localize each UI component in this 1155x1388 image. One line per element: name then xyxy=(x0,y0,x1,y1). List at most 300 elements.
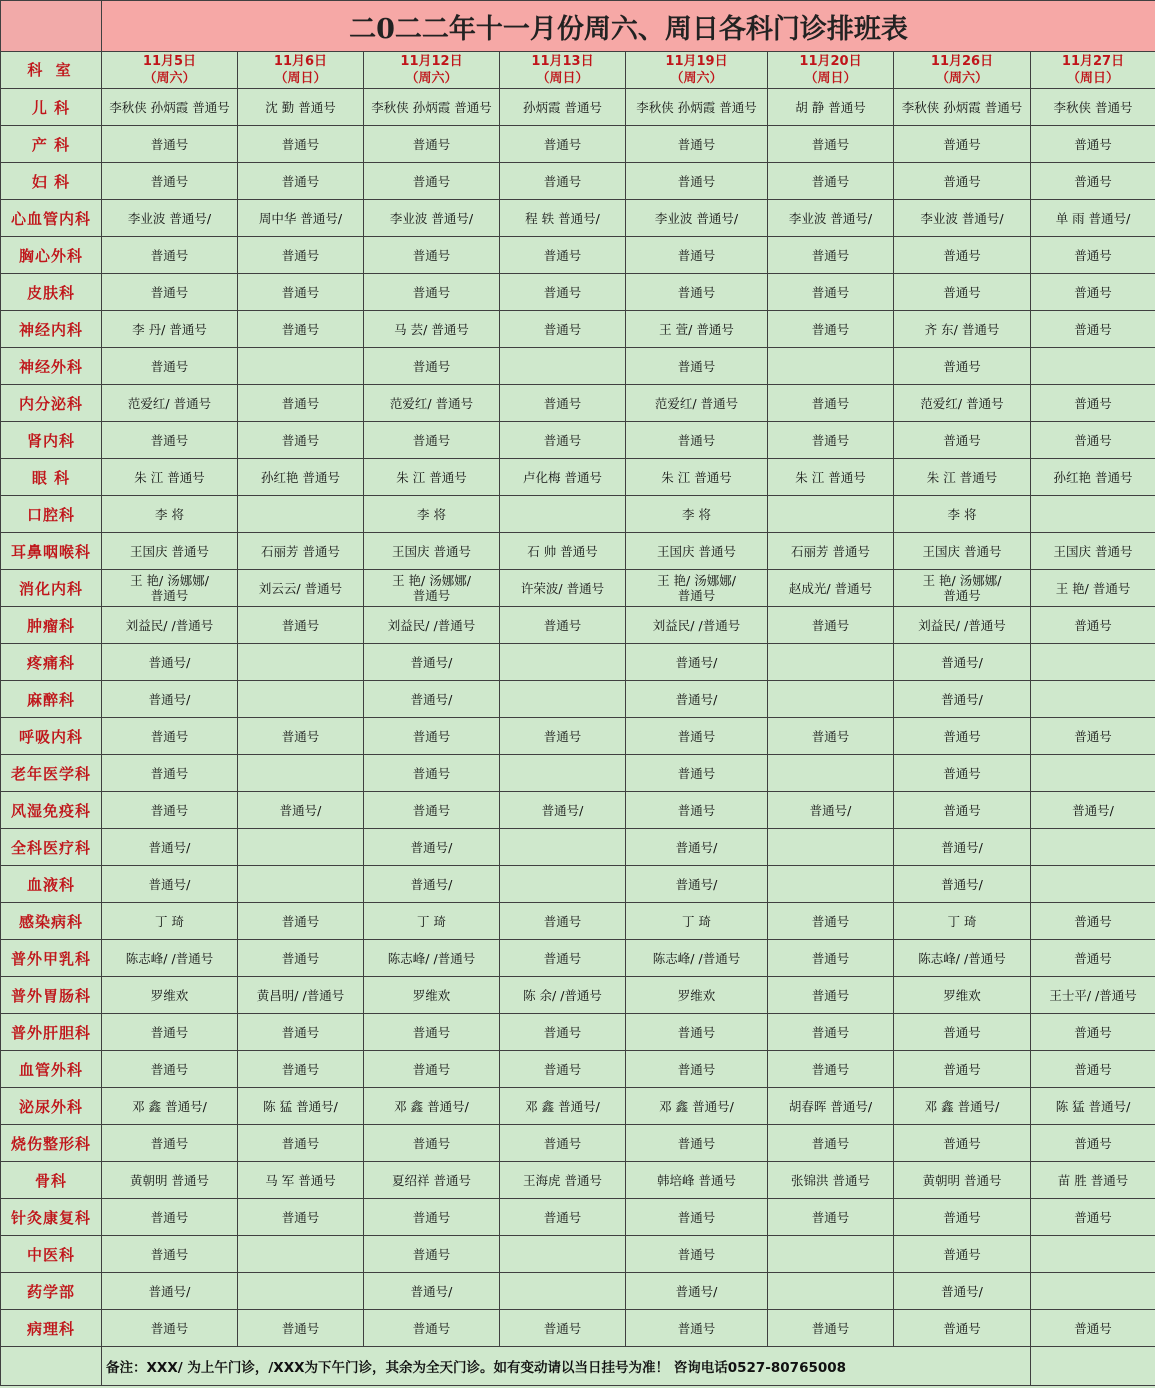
schedule-cell: 孙红艳 普通号 xyxy=(238,459,364,496)
schedule-cell: 普通号 xyxy=(626,1051,768,1088)
schedule-cell: 普通号 xyxy=(500,903,626,940)
schedule-cell xyxy=(768,348,894,385)
schedule-cell: 普通号/ xyxy=(102,644,238,681)
table-row xyxy=(1,866,1155,903)
schedule-cell: 李秋侠 孙炳霞 普通号 xyxy=(364,89,500,126)
schedule-cell: 刘益民/ /普通号 xyxy=(894,607,1031,644)
schedule-cell: 罗维欢 xyxy=(626,977,768,1014)
department-name: 儿 科 xyxy=(1,89,102,126)
schedule-cell: 李业波 普通号/ xyxy=(768,200,894,237)
schedule-cell: 普通号 xyxy=(1031,311,1155,348)
schedule-cell: 普通号 xyxy=(1031,1014,1155,1051)
table-row xyxy=(1,459,1155,496)
schedule-cell xyxy=(238,829,364,866)
department-name: 病理科 xyxy=(1,1310,102,1347)
weekday-label: （周六） xyxy=(143,71,196,86)
table-row xyxy=(1,1273,1155,1310)
schedule-cell: 普通号/ xyxy=(238,792,364,829)
schedule-cell xyxy=(1031,1273,1155,1310)
table-row xyxy=(1,163,1155,200)
schedule-cell: 普通号 xyxy=(626,1310,768,1347)
schedule-cell: 李秋侠 普通号 xyxy=(1031,89,1155,126)
weekday-label: （周日） xyxy=(274,71,327,86)
schedule-cell: 普通号 xyxy=(768,607,894,644)
schedule-cell: 普通号 xyxy=(1031,385,1155,422)
schedule-cell: 普通号 xyxy=(102,792,238,829)
schedule-cell: 石丽芳 普通号 xyxy=(768,533,894,570)
schedule-cell: 王国庆 普通号 xyxy=(626,533,768,570)
schedule-cell: 普通号/ xyxy=(626,829,768,866)
schedule-cell: 陈 猛 普通号/ xyxy=(1031,1088,1155,1125)
schedule-cell: 普通号 xyxy=(500,311,626,348)
schedule-cell: 许荣波/ 普通号 xyxy=(500,570,626,607)
schedule-cell: 普通号 xyxy=(626,163,768,200)
schedule-cell: 邓 鑫 普通号/ xyxy=(102,1088,238,1125)
schedule-cell: 黄昌明/ /普通号 xyxy=(238,977,364,1014)
note-trail-cell xyxy=(1031,1347,1155,1386)
schedule-cell xyxy=(1031,1236,1155,1273)
schedule-cell: 普通号 xyxy=(102,274,238,311)
department-name: 烧伤整形科 xyxy=(1,1125,102,1162)
date-label: 11月13日 xyxy=(531,54,594,69)
schedule-cell: 普通号 xyxy=(894,126,1031,163)
date-header xyxy=(102,52,238,89)
schedule-cell: 李 将 xyxy=(364,496,500,533)
schedule-cell: 普通号 xyxy=(102,718,238,755)
schedule-cell: 普通号 xyxy=(626,274,768,311)
schedule-cell xyxy=(626,570,768,607)
schedule-cell: 普通号/ xyxy=(626,681,768,718)
schedule-cell: 普通号 xyxy=(364,422,500,459)
schedule-cell: 普通号/ xyxy=(364,644,500,681)
schedule-cell: 普通号 xyxy=(768,385,894,422)
schedule-cell: 王国庆 普通号 xyxy=(1031,533,1155,570)
table-row xyxy=(1,1236,1155,1273)
table-row xyxy=(1,274,1155,311)
schedule-cell: 韩培峰 普通号 xyxy=(626,1162,768,1199)
schedule-cell: 周中华 普通号/ xyxy=(238,200,364,237)
schedule-cell: 普通号 xyxy=(102,1014,238,1051)
schedule-cell: 普通号 xyxy=(768,126,894,163)
schedule-cell xyxy=(768,866,894,903)
schedule-cell xyxy=(500,681,626,718)
department-name: 普外甲乳科 xyxy=(1,940,102,977)
schedule-cell: 马 芸/ 普通号 xyxy=(364,311,500,348)
schedule-cell: 普通号 xyxy=(102,163,238,200)
schedule-cell xyxy=(894,570,1031,607)
schedule-cell: 孙炳霞 普通号 xyxy=(500,89,626,126)
schedule-cell: 普通号 xyxy=(102,1199,238,1236)
schedule-cell: 普通号 xyxy=(238,311,364,348)
schedule-cell xyxy=(768,1273,894,1310)
table-row xyxy=(1,422,1155,459)
schedule-cell: 普通号 xyxy=(102,348,238,385)
table-row xyxy=(1,1310,1155,1347)
schedule-cell: 普通号 xyxy=(364,1014,500,1051)
schedule-cell: 普通号 xyxy=(238,1310,364,1347)
department-name: 肿瘤科 xyxy=(1,607,102,644)
weekday-label: （周六） xyxy=(670,71,723,86)
schedule-cell: 普通号 xyxy=(238,607,364,644)
schedule-cell: 王国庆 普通号 xyxy=(102,533,238,570)
schedule-cell: 沈 勤 普通号 xyxy=(238,89,364,126)
schedule-cell: 王国庆 普通号 xyxy=(364,533,500,570)
schedule-cell: 程 轶 普通号/ xyxy=(500,200,626,237)
table-row xyxy=(1,644,1155,681)
schedule-cell: 李秋侠 孙炳霞 普通号 xyxy=(894,89,1031,126)
page-title: 二0二二年十一月份周六、周日各科门诊排班表 xyxy=(102,1,1155,52)
schedule-cell: 普通号 xyxy=(626,126,768,163)
schedule-cell: 普通号 xyxy=(894,1125,1031,1162)
schedule-cell: 普通号/ xyxy=(894,681,1031,718)
date-header xyxy=(626,52,768,89)
schedule-cell: 苗 胜 普通号 xyxy=(1031,1162,1155,1199)
schedule-cell: 普通号 xyxy=(238,422,364,459)
schedule-cell: 普通号 xyxy=(238,163,364,200)
schedule-cell xyxy=(500,755,626,792)
schedule-cell: 普通号 xyxy=(768,1051,894,1088)
schedule-cell: 普通号 xyxy=(364,1310,500,1347)
table-row xyxy=(1,89,1155,126)
schedule-cell: 普通号 xyxy=(500,1310,626,1347)
schedule-cell: 普通号 xyxy=(500,940,626,977)
schedule-cell xyxy=(768,755,894,792)
schedule-cell: 朱 江 普通号 xyxy=(102,459,238,496)
table-row xyxy=(1,607,1155,644)
schedule-cell: 普通号 xyxy=(500,718,626,755)
schedule-cell: 普通号 xyxy=(364,755,500,792)
schedule-cell: 普通号 xyxy=(894,1051,1031,1088)
schedule-cell xyxy=(500,644,626,681)
date-header xyxy=(1031,52,1155,89)
schedule-cell: 普通号 xyxy=(364,1051,500,1088)
schedule-cell-line: 王 艳/ 汤娜娜/ xyxy=(657,573,736,588)
table-row xyxy=(1,1125,1155,1162)
date-header xyxy=(500,52,626,89)
schedule-cell: 普通号 xyxy=(894,755,1031,792)
title-lead-cell xyxy=(1,1,102,52)
department-name: 耳鼻咽喉科 xyxy=(1,533,102,570)
schedule-cell: 普通号 xyxy=(626,792,768,829)
schedule-cell: 普通号/ xyxy=(626,866,768,903)
schedule-cell: 普通号 xyxy=(102,422,238,459)
schedule-cell xyxy=(238,496,364,533)
department-name: 眼 科 xyxy=(1,459,102,496)
schedule-cell: 普通号 xyxy=(102,1236,238,1273)
table-row xyxy=(1,237,1155,274)
table-row xyxy=(1,1199,1155,1236)
schedule-cell xyxy=(500,1273,626,1310)
schedule-cell: 普通号 xyxy=(626,348,768,385)
schedule-cell xyxy=(1031,681,1155,718)
schedule-cell: 普通号/ xyxy=(894,644,1031,681)
department-name: 心血管内科 xyxy=(1,200,102,237)
schedule-cell xyxy=(102,570,238,607)
department-name: 口腔科 xyxy=(1,496,102,533)
footnote: 备注：XXX/ 为上午门诊，/XXX为下午门诊，其余为全天门诊。如有变动请以当日挂号为准！ 咨询电话0527-80765008 xyxy=(102,1347,1031,1386)
table-row xyxy=(1,496,1155,533)
schedule-cell: 单 雨 普通号/ xyxy=(1031,200,1155,237)
note-lead-cell xyxy=(1,1347,102,1386)
schedule-cell xyxy=(238,1236,364,1273)
schedule-cell: 普通号 xyxy=(1031,1051,1155,1088)
date-label: 11月12日 xyxy=(400,54,463,69)
table-row xyxy=(1,718,1155,755)
schedule-cell: 邓 鑫 普通号/ xyxy=(364,1088,500,1125)
schedule-cell: 邓 鑫 普通号/ xyxy=(626,1088,768,1125)
schedule-cell: 普通号 xyxy=(894,792,1031,829)
schedule-cell: 普通号 xyxy=(1031,422,1155,459)
schedule-cell: 黄朝明 普通号 xyxy=(894,1162,1031,1199)
schedule-cell: 普通号 xyxy=(500,1125,626,1162)
schedule-cell: 普通号/ xyxy=(768,792,894,829)
department-name: 血液科 xyxy=(1,866,102,903)
schedule-cell: 普通号 xyxy=(364,1236,500,1273)
schedule-cell: 普通号 xyxy=(500,274,626,311)
table-row xyxy=(1,533,1155,570)
department-name: 皮肤科 xyxy=(1,274,102,311)
schedule-cell xyxy=(500,866,626,903)
schedule-cell: 普通号 xyxy=(238,1014,364,1051)
schedule-cell: 普通号/ xyxy=(364,681,500,718)
schedule-cell: 罗维欢 xyxy=(894,977,1031,1014)
schedule-cell: 普通号 xyxy=(768,977,894,1014)
table-row xyxy=(1,311,1155,348)
schedule-cell: 普通号/ xyxy=(1031,792,1155,829)
schedule-cell: 普通号 xyxy=(1031,126,1155,163)
schedule-cell: 普通号/ xyxy=(894,829,1031,866)
schedule-cell-line: 普通号 xyxy=(150,588,189,603)
schedule-cell: 普通号 xyxy=(238,1051,364,1088)
schedule-cell: 普通号 xyxy=(1031,940,1155,977)
weekday-label: （周日） xyxy=(804,71,857,86)
schedule-cell: 普通号 xyxy=(626,422,768,459)
schedule-cell: 齐 东/ 普通号 xyxy=(894,311,1031,348)
schedule-cell: 普通号 xyxy=(626,237,768,274)
department-name: 泌尿外科 xyxy=(1,1088,102,1125)
schedule-cell: 陈 余/ /普通号 xyxy=(500,977,626,1014)
schedule-cell: 丁 琦 xyxy=(364,903,500,940)
schedule-cell: 胡 静 普通号 xyxy=(768,89,894,126)
schedule-cell: 罗维欢 xyxy=(102,977,238,1014)
schedule-cell: 范爱红/ 普通号 xyxy=(102,385,238,422)
schedule-cell xyxy=(238,866,364,903)
schedule-cell: 普通号 xyxy=(768,718,894,755)
schedule-cell: 黄朝明 普通号 xyxy=(102,1162,238,1199)
schedule-cell: 普通号 xyxy=(238,237,364,274)
schedule-cell: 普通号 xyxy=(768,163,894,200)
schedule-cell: 丁 琦 xyxy=(626,903,768,940)
schedule-cell: 普通号 xyxy=(500,237,626,274)
schedule-cell: 普通号 xyxy=(500,422,626,459)
schedule-cell: 普通号 xyxy=(500,607,626,644)
department-name: 麻醉科 xyxy=(1,681,102,718)
schedule-cell xyxy=(1031,866,1155,903)
schedule-cell-line: 王 艳/ 汤娜娜/ xyxy=(392,573,471,588)
date-label: 11月19日 xyxy=(665,54,728,69)
table-row xyxy=(1,829,1155,866)
schedule-cell: 普通号 xyxy=(364,274,500,311)
schedule-cell xyxy=(500,496,626,533)
schedule-cell: 普通号/ xyxy=(364,866,500,903)
department-name: 血管外科 xyxy=(1,1051,102,1088)
date-label: 11月5日 xyxy=(142,54,197,69)
schedule-cell: 邓 鑫 普通号/ xyxy=(894,1088,1031,1125)
schedule-cell: 普通号 xyxy=(894,1236,1031,1273)
schedule-cell: 普通号 xyxy=(102,126,238,163)
schedule-cell-line: 王 艳/ 汤娜娜/ xyxy=(922,573,1002,588)
schedule-cell: 陈志峰/ /普通号 xyxy=(894,940,1031,977)
schedule-cell: 李业波 普通号/ xyxy=(626,200,768,237)
schedule-cell xyxy=(768,496,894,533)
department-name: 普外胃肠科 xyxy=(1,977,102,1014)
schedule-cell: 李业波 普通号/ xyxy=(894,200,1031,237)
schedule-cell: 普通号 xyxy=(500,385,626,422)
schedule-cell: 石 帅 普通号 xyxy=(500,533,626,570)
date-header xyxy=(768,52,894,89)
table-row xyxy=(1,570,1155,607)
schedule-cell: 普通号 xyxy=(1031,1125,1155,1162)
table-row xyxy=(1,940,1155,977)
schedule-cell: 普通号 xyxy=(768,940,894,977)
schedule-cell: 丁 琦 xyxy=(894,903,1031,940)
schedule-cell: 陈志峰/ /普通号 xyxy=(102,940,238,977)
department-name: 老年医学科 xyxy=(1,755,102,792)
schedule-cell: 普通号 xyxy=(894,422,1031,459)
schedule-body xyxy=(1,89,1155,1347)
schedule-cell-line: 普通号 xyxy=(943,588,981,603)
schedule-cell: 张锦洪 普通号 xyxy=(768,1162,894,1199)
schedule-cell: 普通号 xyxy=(894,1310,1031,1347)
schedule-cell: 普通号 xyxy=(102,1051,238,1088)
department-name: 疼痛科 xyxy=(1,644,102,681)
schedule-cell: 李秋侠 孙炳霞 普通号 xyxy=(102,89,238,126)
schedule-cell xyxy=(238,755,364,792)
schedule-cell: 普通号 xyxy=(1031,903,1155,940)
schedule-cell: 孙红艳 普通号 xyxy=(1031,459,1155,496)
schedule-cell: 普通号 xyxy=(894,1014,1031,1051)
schedule-cell: 普通号 xyxy=(768,237,894,274)
department-name: 内分泌科 xyxy=(1,385,102,422)
schedule-cell: 普通号 xyxy=(768,1125,894,1162)
department-name: 中医科 xyxy=(1,1236,102,1273)
schedule-cell: 朱 江 普通号 xyxy=(894,459,1031,496)
schedule-cell: 普通号 xyxy=(102,1125,238,1162)
department-name: 普外肝胆科 xyxy=(1,1014,102,1051)
schedule-cell xyxy=(1031,755,1155,792)
schedule-cell: 李业波 普通号/ xyxy=(364,200,500,237)
schedule-cell: 普通号 xyxy=(894,718,1031,755)
schedule-cell xyxy=(768,829,894,866)
schedule-cell xyxy=(1031,348,1155,385)
schedule-cell xyxy=(1031,644,1155,681)
schedule-cell xyxy=(238,681,364,718)
schedule-cell: 丁 琦 xyxy=(102,903,238,940)
schedule-cell: 普通号 xyxy=(768,422,894,459)
schedule-cell: 李 丹/ 普通号 xyxy=(102,311,238,348)
schedule-cell: 普通号 xyxy=(626,1014,768,1051)
schedule-cell: 普通号 xyxy=(238,385,364,422)
date-label: 11月6日 xyxy=(273,54,328,69)
department-name: 全科医疗科 xyxy=(1,829,102,866)
schedule-cell: 陈志峰/ /普通号 xyxy=(626,940,768,977)
schedule-cell: 普通号 xyxy=(238,1199,364,1236)
schedule-cell: 范爱红/ 普通号 xyxy=(364,385,500,422)
schedule-cell: 李业波 普通号/ xyxy=(102,200,238,237)
schedule-cell xyxy=(500,348,626,385)
table-row xyxy=(1,200,1155,237)
schedule-cell: 李 将 xyxy=(894,496,1031,533)
schedule-cell xyxy=(238,1273,364,1310)
schedule-cell: 李 将 xyxy=(626,496,768,533)
schedule-cell: 普通号 xyxy=(1031,274,1155,311)
schedule-cell: 普通号 xyxy=(768,1310,894,1347)
department-name: 药学部 xyxy=(1,1273,102,1310)
header-row xyxy=(1,52,1155,89)
schedule-cell: 普通号 xyxy=(102,755,238,792)
schedule-cell: 普通号/ xyxy=(364,1273,500,1310)
schedule-cell: 胡春晖 普通号/ xyxy=(768,1088,894,1125)
date-label: 11月26日 xyxy=(930,54,994,69)
schedule-cell: 普通号 xyxy=(500,1051,626,1088)
schedule-cell: 邓 鑫 普通号/ xyxy=(500,1088,626,1125)
table-row xyxy=(1,903,1155,940)
schedule-cell: 普通号 xyxy=(626,1236,768,1273)
schedule-cell: 普通号 xyxy=(238,718,364,755)
schedule-cell: 普通号 xyxy=(238,1125,364,1162)
weekday-label: （周日） xyxy=(536,71,589,86)
schedule-cell: 普通号 xyxy=(364,792,500,829)
schedule-cell: 普通号 xyxy=(1031,1310,1155,1347)
schedule-cell: 普通号 xyxy=(894,1199,1031,1236)
schedule-cell: 普通号 xyxy=(626,1199,768,1236)
schedule-cell: 普通号 xyxy=(1031,163,1155,200)
schedule-cell: 普通号/ xyxy=(894,866,1031,903)
schedule-cell: 普通号 xyxy=(364,1125,500,1162)
schedule-cell: 卢化梅 普通号 xyxy=(500,459,626,496)
schedule-cell: 普通号 xyxy=(894,348,1031,385)
schedule-cell: 王国庆 普通号 xyxy=(894,533,1031,570)
department-name: 神经内科 xyxy=(1,311,102,348)
schedule-cell: 普通号 xyxy=(238,903,364,940)
schedule-cell: 普通号 xyxy=(364,163,500,200)
schedule-cell: 刘益民/ /普通号 xyxy=(102,607,238,644)
schedule-cell: 普通号 xyxy=(364,237,500,274)
schedule-cell xyxy=(1031,496,1155,533)
schedule-cell: 刘益民/ /普通号 xyxy=(364,607,500,644)
schedule-cell: 李秋侠 孙炳霞 普通号 xyxy=(626,89,768,126)
schedule-cell: 普通号 xyxy=(768,903,894,940)
schedule-cell: 范爱红/ 普通号 xyxy=(894,385,1031,422)
schedule-cell: 普通号 xyxy=(1031,718,1155,755)
schedule-cell: 普通号 xyxy=(1031,607,1155,644)
dept-column-header: 科 室 xyxy=(1,52,102,89)
department-name: 消化内科 xyxy=(1,570,102,607)
department-name: 呼吸内科 xyxy=(1,718,102,755)
schedule-cell: 普通号 xyxy=(238,126,364,163)
table-row xyxy=(1,348,1155,385)
schedule-cell: 朱 江 普通号 xyxy=(364,459,500,496)
schedule-cell: 普通号/ xyxy=(102,866,238,903)
table-row xyxy=(1,1088,1155,1125)
schedule-cell: 普通号/ xyxy=(364,829,500,866)
weekday-label: （周日） xyxy=(1067,71,1120,86)
schedule-cell: 普通号 xyxy=(364,1199,500,1236)
department-name: 感染病科 xyxy=(1,903,102,940)
schedule-cell xyxy=(364,570,500,607)
schedule-cell: 普通号 xyxy=(364,718,500,755)
schedule-cell-line: 普通号 xyxy=(412,588,451,603)
